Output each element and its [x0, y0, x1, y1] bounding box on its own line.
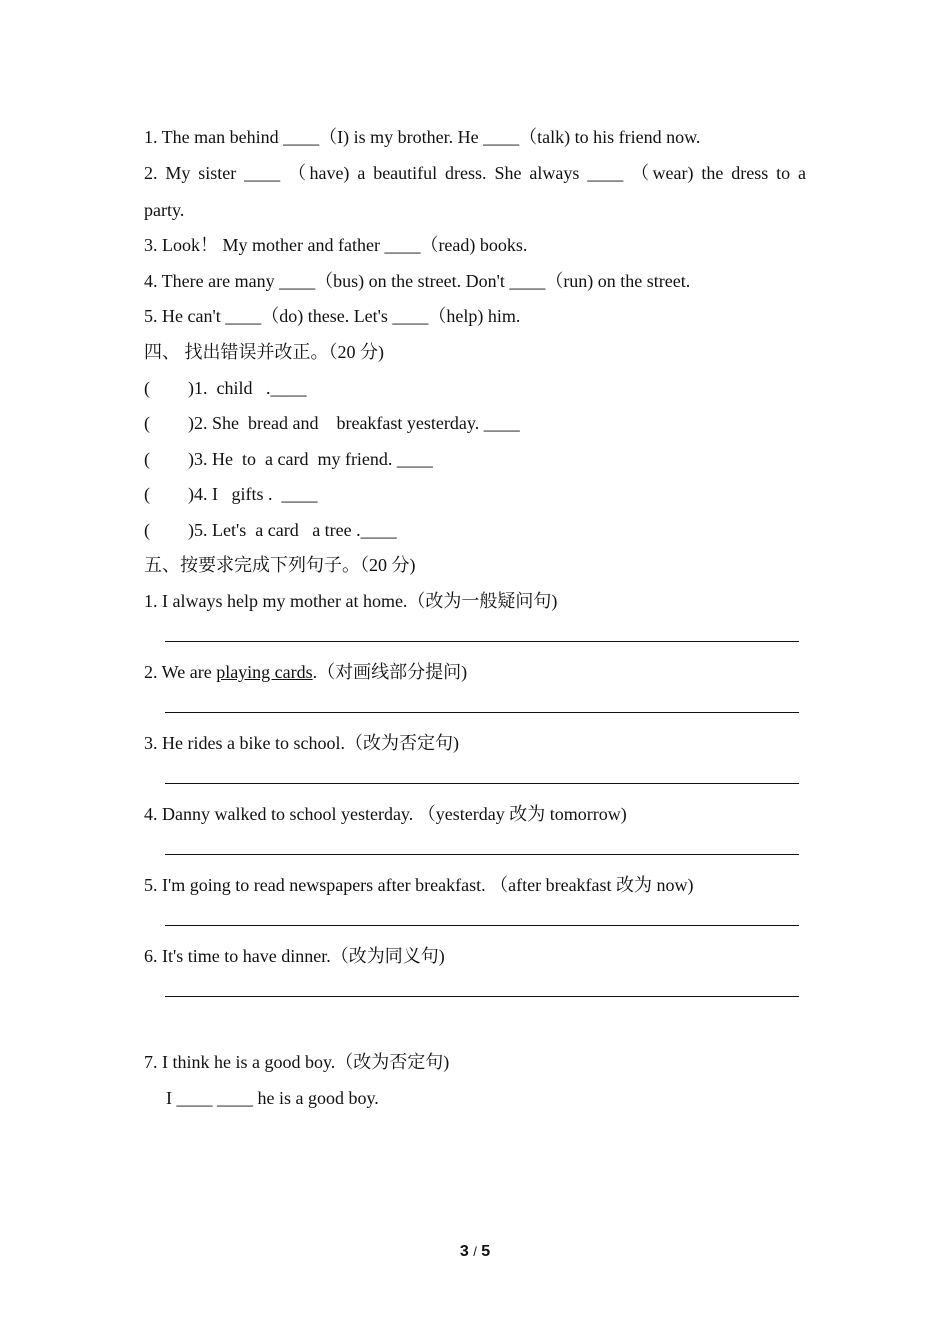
answer-line-5[interactable] — [165, 925, 799, 926]
s3-item-3: 3. Look！ My mother and father ____（read) books. — [144, 235, 528, 255]
s5-question-7: 7. I think he is a good boy.（改为否定句) — [144, 1052, 450, 1072]
s4-item: ( )3. He to a card my friend. ____ — [144, 449, 433, 469]
s5-question-3: 3. He rides a bike to school.（改为否定句) — [144, 733, 459, 753]
s4-item: ( )5. Let's a card a tree .____ — [144, 520, 397, 540]
underlined-phrase: playing cards — [216, 662, 313, 682]
s5-question-6: 6. It's time to have dinner.（改为同义句) — [144, 946, 445, 966]
s4-item: ( )2. She bread and breakfast yesterday. ____ — [144, 413, 520, 433]
s3-item-5: 5. He can't ____（do) these. Let's ____（help) him. — [144, 306, 521, 326]
s5-question-5: 5. I'm going to read newspapers after breakfast. （after breakfast 改为 now) — [144, 875, 694, 895]
section5-heading: 五、按要求完成下列句子。（20 分) — [144, 555, 416, 575]
answer-line-2[interactable] — [165, 712, 799, 713]
s5-question-7-answer: I ____ ____ he is a good boy. — [166, 1088, 379, 1108]
answer-line-4[interactable] — [165, 854, 799, 855]
s4-item: ( )4. I gifts . ____ — [144, 484, 318, 504]
s5-question-1: 1. I always help my mother at home.（改为一般疑问句) — [144, 591, 558, 611]
s3-item-4: 4. There are many ____（bus) on the street. Don't ____（run) on the street. — [144, 271, 691, 291]
s5-question-2: 2. We are playing cards.（对画线部分提问) — [144, 662, 468, 682]
answer-line-6[interactable] — [165, 996, 799, 997]
answer-line-3[interactable] — [165, 783, 799, 784]
s3-item-2: 2. My sister ____ （have) a beautiful dress. She always ____ （wear) the dress to a — [144, 163, 806, 183]
page-number: 3 / 5 — [459, 1243, 491, 1260]
s4-item: ( )1. child .____ — [144, 378, 307, 398]
answer-line-1[interactable] — [165, 641, 799, 642]
s5-question-4: 4. Danny walked to school yesterday. （yesterday 改为 tomorrow) — [144, 804, 627, 824]
section4-heading: 四、 找出错误并改正。（20 分) — [144, 342, 384, 362]
s3-item-2-cont: party. — [144, 200, 185, 220]
s3-item-1: 1. The man behind ____（I) is my brother. He ____（talk) to his friend now. — [144, 127, 701, 147]
